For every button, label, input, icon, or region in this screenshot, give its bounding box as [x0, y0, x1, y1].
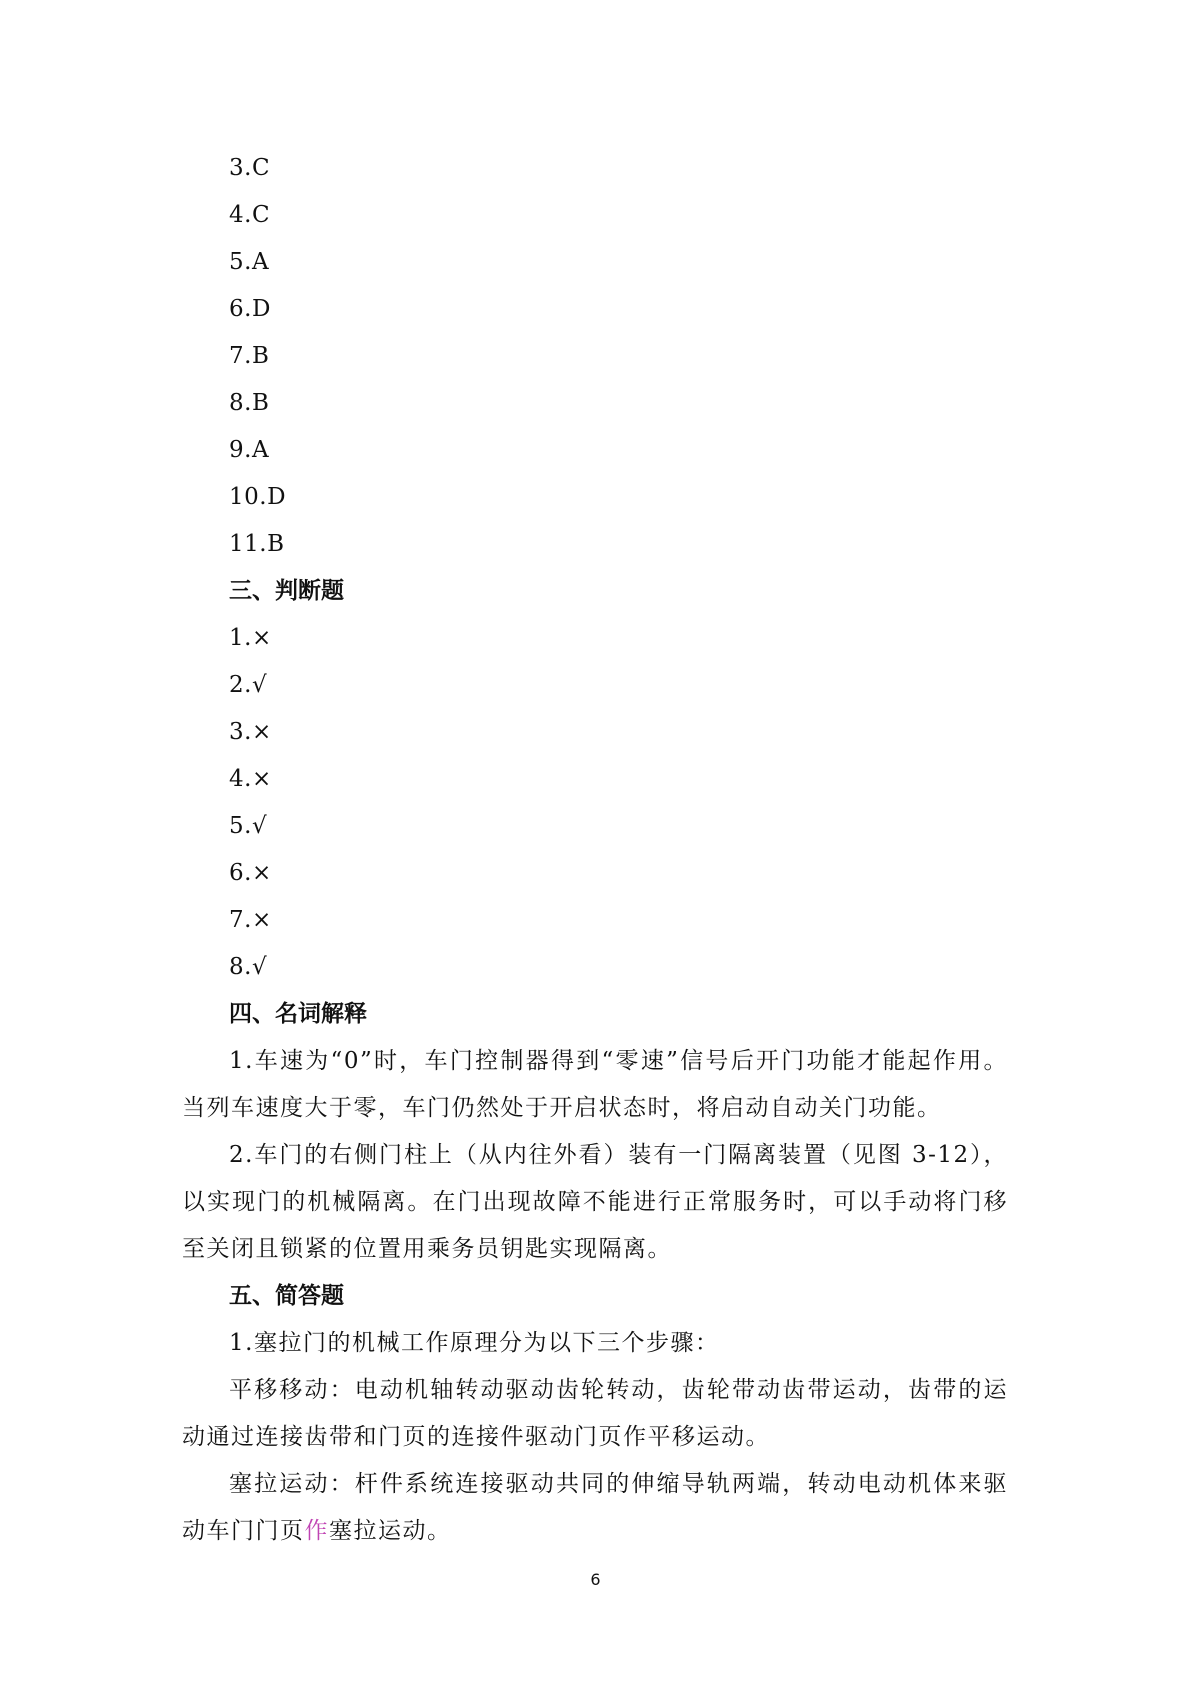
answer-item: 11.B	[229, 531, 285, 557]
answer-item: 8.B	[229, 390, 270, 416]
answer-item: 7.×	[229, 907, 272, 933]
short-answer-paragraph: 平移移动：电动机轴转动驱动齿轮转动，齿轮带动齿带运动，齿带的运动通过连接齿带和门页的连接件驱动门页作平移运动。	[182, 1377, 1008, 1450]
section-heading-short-answer: 五、简答题	[229, 1283, 344, 1309]
answer-item: 1.×	[229, 625, 272, 651]
answer-item: 7.B	[229, 343, 270, 369]
term-explanation-paragraph: 2.车门的右侧门柱上（从内往外看）装有一门隔离装置（见图 3-12），以实现门的机械隔离。在门出现故障不能进行正常服务时，可以手动将门移至关闭且锁紧的位置用乘务员钥匙实现隔离。	[182, 1142, 1008, 1262]
choice-answers	[182, 145, 1008, 568]
answer-item: 2.√	[229, 672, 268, 698]
answer-item: 6.×	[229, 860, 272, 886]
answer-item: 10.D	[229, 484, 287, 510]
short-answer-paragraph	[182, 1461, 1008, 1555]
page-content	[182, 145, 1008, 1555]
judgment-answers	[182, 615, 1008, 991]
answer-item: 5.√	[229, 813, 268, 839]
answer-item: 4.×	[229, 766, 272, 792]
answer-item: 9.A	[229, 437, 270, 463]
paragraph-text: 塞拉运动。	[329, 1518, 452, 1544]
answer-item: 3.C	[229, 155, 271, 181]
section-heading-judgment: 三、判断题	[229, 578, 344, 604]
term-explanation-paragraph: 1.车速为“0”时，车门控制器得到“零速”信号后开门功能才能起作用。当列车速度大于零，车门仍然处于开启状态时，将启动自动关门功能。	[182, 1048, 1008, 1121]
section-heading-terms: 四、名词解释	[229, 1001, 367, 1027]
highlighted-character: 作	[304, 1518, 329, 1544]
answer-item: 6.D	[229, 296, 271, 322]
answer-item: 5.A	[229, 249, 270, 275]
short-answer-paragraph: 1.塞拉门的机械工作原理分为以下三个步骤：	[229, 1330, 720, 1356]
answer-item: 8.√	[229, 954, 268, 980]
paragraph-text: 塞拉运动：杆件系统连接驱动共同的伸缩导轨两端，转动电动机体来驱动车门门页	[182, 1471, 1008, 1544]
page-number: 6	[590, 1570, 601, 1589]
answer-item: 4.C	[229, 202, 271, 228]
answer-item: 3.×	[229, 719, 272, 745]
